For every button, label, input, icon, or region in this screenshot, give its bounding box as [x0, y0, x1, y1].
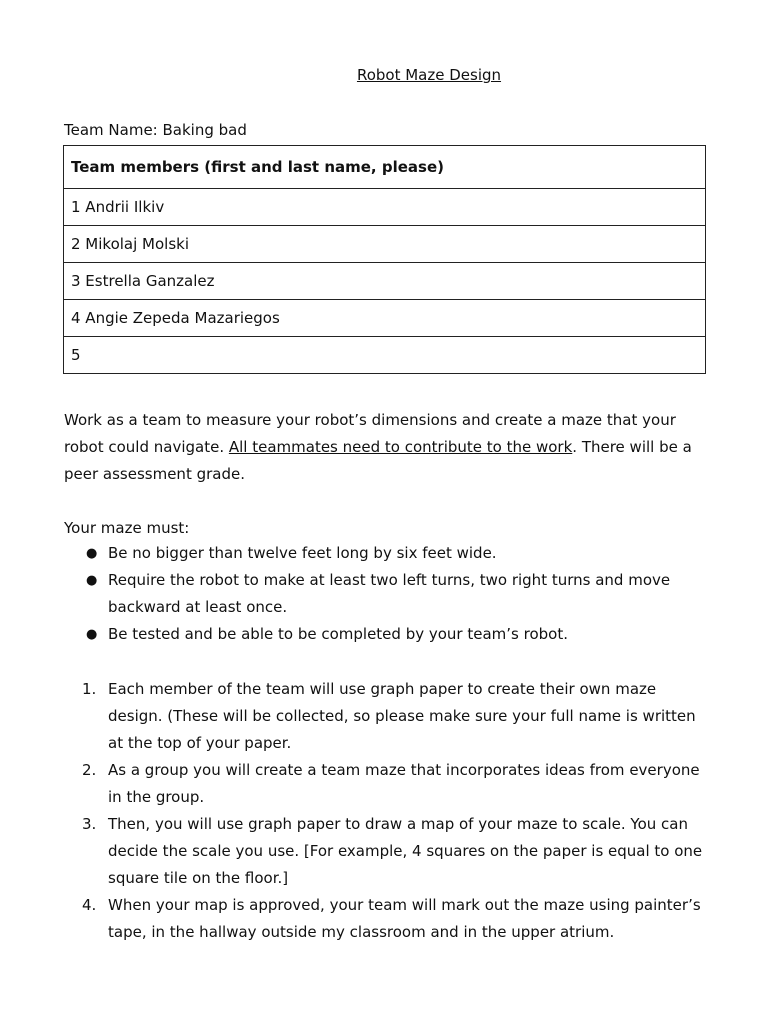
bullet-icon: ●: [86, 627, 98, 642]
list-item: [64, 676, 714, 757]
member-5: 5: [64, 337, 706, 374]
member-1: 1 Andrii Ilkiv: [64, 189, 706, 226]
member-2: 2 Mikolaj Molski: [64, 226, 706, 263]
list-item: [64, 811, 714, 892]
intro-text-1: Work as a team to measure your robot’s dimensions and create a maze that your robot could navigate.: [64, 411, 676, 456]
list-item: [64, 892, 714, 946]
intro-underlined: All teammates need to contribute to the work: [228, 438, 573, 456]
list-item: [64, 567, 704, 621]
table-row: [64, 300, 706, 337]
step-number: 1.: [82, 680, 97, 698]
step-text: When your map is approved, your team will mark out the maze using painter’s tape, in the hallway outside my classroom and in the upper atrium.: [108, 896, 701, 941]
step-number: 2.: [82, 761, 97, 779]
document-title: Robot Maze Design: [356, 66, 502, 84]
step-number: 4.: [82, 896, 97, 914]
step-text: As a group you will create a team maze that incorporates ideas from everyone in the group.: [108, 761, 700, 806]
bullet-icon: ●: [86, 573, 98, 588]
table-header: Team members (first and last name, please): [64, 146, 706, 189]
bullet-icon: ●: [86, 546, 98, 561]
list-item: [64, 540, 704, 567]
maze-must-heading: Your maze must:: [64, 519, 190, 537]
list-item-text: Require the robot to make at least two left turns, two right turns and move backward at least once.: [108, 571, 671, 616]
steps-list: [64, 676, 714, 946]
table-row: [64, 189, 706, 226]
intro-text-2: . There will be a peer assessment grade.: [64, 438, 692, 483]
step-text: Then, you will use graph paper to draw a map of your maze to scale. You can decide the scale you use. [For example, 4 squares on the paper is equal to one square tile on the floor.]: [108, 815, 703, 887]
table-row: [64, 263, 706, 300]
member-3: 3 Estrella Ganzalez: [64, 263, 706, 300]
table-header-row: [64, 146, 706, 189]
team-members-table: [63, 145, 706, 374]
team-name-line: Team Name: Baking bad: [64, 121, 247, 139]
step-number: 3.: [82, 815, 97, 833]
list-item-text: Be no bigger than twelve feet long by six feet wide.: [108, 544, 497, 562]
table-row: [64, 337, 706, 374]
list-item: [64, 621, 704, 648]
list-item-text: Be tested and be able to be completed by your team’s robot.: [108, 625, 568, 643]
requirements-list: [64, 540, 704, 648]
list-item: [64, 757, 714, 811]
table-row: [64, 226, 706, 263]
intro-paragraph: [64, 407, 714, 488]
member-4: 4 Angie Zepeda Mazariegos: [64, 300, 706, 337]
step-text: Each member of the team will use graph paper to create their own maze design. (These will be collected, so please make sure your full name is written at the top of your paper.: [108, 680, 696, 752]
